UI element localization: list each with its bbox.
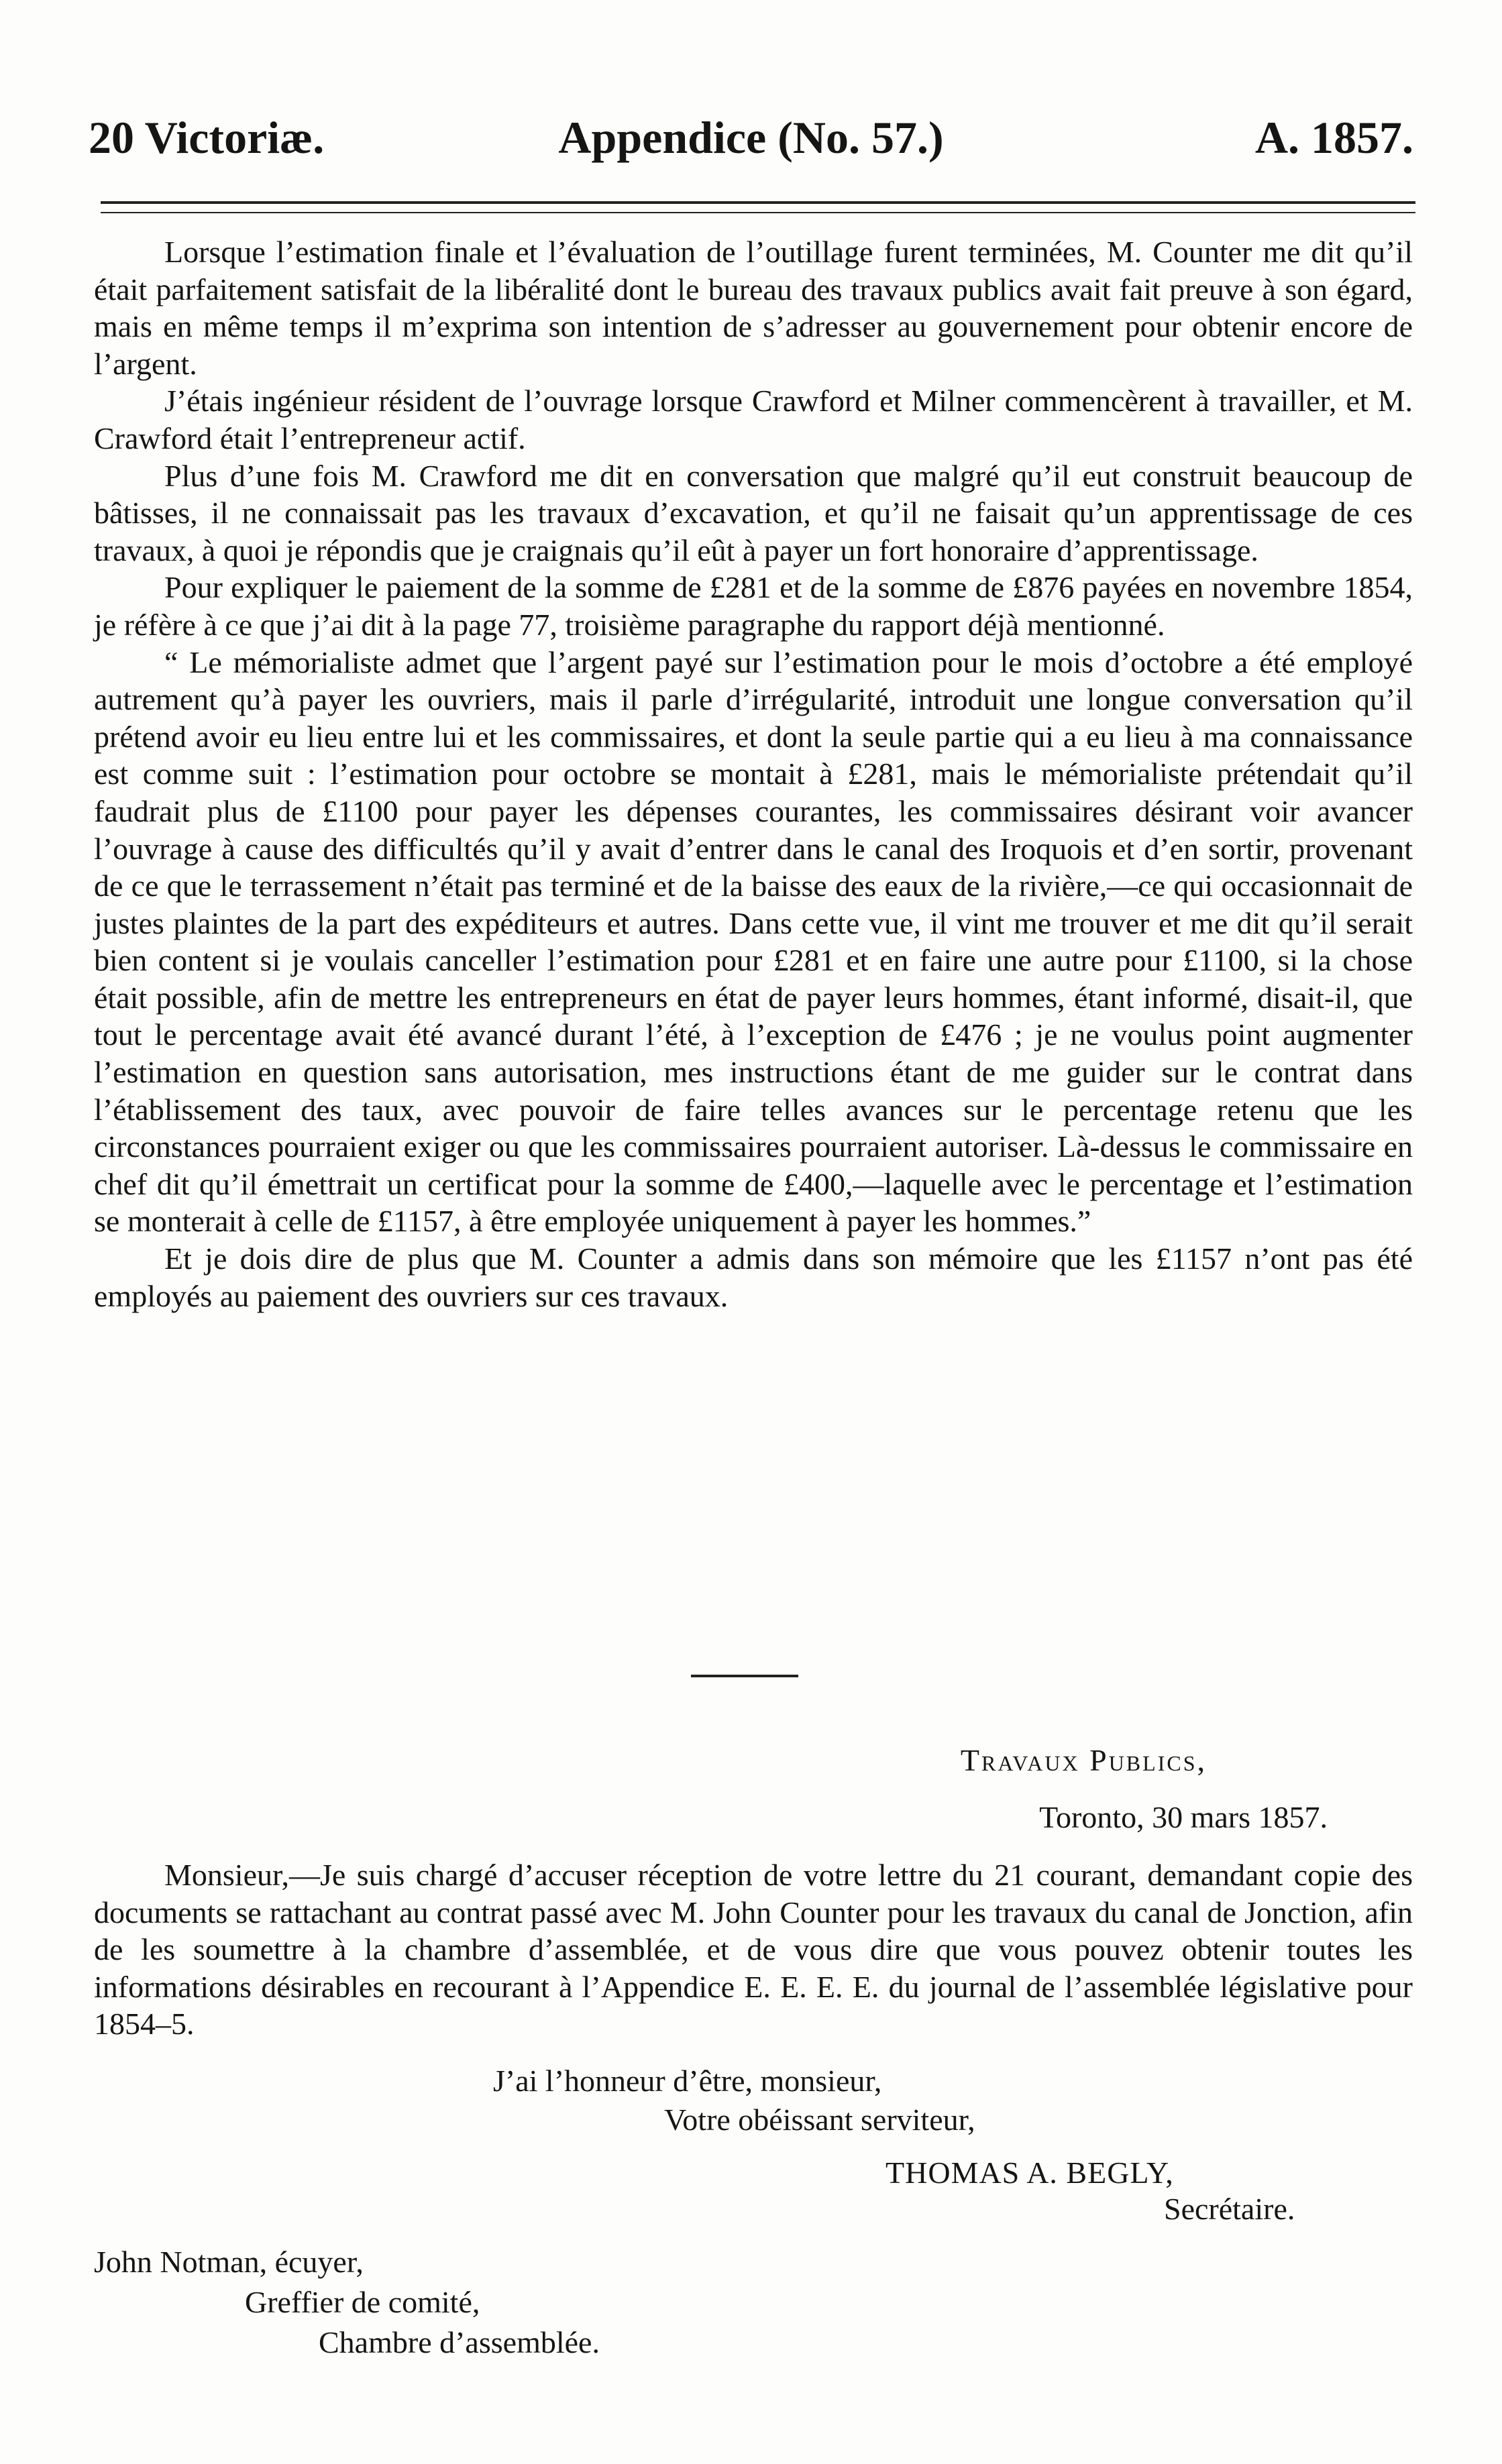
paragraph: Lorsque l’estimation finale et l’évaluation de l’outillage furent terminées, M. Counter me dit qu’il était parfaitement satisfait de la libéralité dont le bureau des travaux publics avait fait preuve à son égard, mais en même temps il m’exprima son intention de s’adresser au gouvernement pour obtenir encore de l’argent. [94,235,1413,381]
letter-closing-line-1: J’ai l’honneur d’être, monsieur, [493,2064,882,2098]
header-session: 20 Victoriæ. [89,112,325,163]
addressee-body: Chambre d’assemblée. [319,2325,600,2359]
header-double-rule [101,201,1415,213]
letter-paragraph: Monsieur,—Je suis chargé d’accuser réception de votre lettre du 21 courant, demandant copie des documents se rattachant au contrat passé avec M. John Counter pour les travaux du canal de Jonction, afin de les soumettre à la chambre d’assemblée, et de vous dire que vous pouvez obtenir toutes les informations désirables en recourant à l’Appendice E. E. E. E. du journal de l’assemblée législative pour 1854–5. [94,1858,1413,2041]
quoted-paragraph: “ Le mémorialiste admet que l’argent payé sur l’estimation pour le mois d’octobre a été employé autrement qu’à payer les ouvriers, mais il parle d’irrégularité, introduit une longue conversation qu’il prétend avoir eu lieu entre lui et les commissaires, et dont la seule partie qui a eu lieu à ma connaissance est comme suit : l’estimation pour octobre se montait à £281, mais le mémorialiste prétendait qu’il faudrait plus de £1100 pour payer les dépenses courantes, les commissaires désirant voir avancer l’ouvrage à cause des difficultés qu’il y avait d’entrer dans le canal des Iroquois et d’en sortir, provenant de ce que le terrassement n’était pas terminé et de la baisse des eaux de la rivière,—ce qui occasionnait de justes plaintes de la part des expéditeurs et autres. Dans cette vue, il vint me trouver et me dit qu’il serait bien content si je voulais canceller l’estimation pour £281 et en faire une autre pour £1100, si la chose était possible, afin de mettre les entrepreneurs en état de payer leurs hommes, étant informé, disait-il, que tout le percentage avait été avancé durant l’été, à l’exception de £476 ; je ne voulus point augmenter l’estimation en question sans autorisation, mes instructions étant de me guider sur le contrat dans l’établissement des taux, avec pouvoir de faire telles avances sur le percentage retenu que les circonstances pourraient exiger ou que les commissaires pourraient autoriser. Là-dessus le commissaire en chef dit qu’il émettrait un certificat pour la somme de £400,—laquelle avec le percentage et l’estimation se monterait à celle de £1157, à être employée uniquement à payer les hommes.” [94,645,1413,1239]
page-header [89,101,1413,174]
addressee-role: Greffier de comité, [245,2285,480,2319]
paragraph: Et je dois dire de plus que M. Counter a admis dans son mémoire que les £1157 n’ont pas été employés au paiement des ouvriers sur ces travaux. [94,1241,1413,1313]
section-divider [691,1675,798,1677]
sender-department: Travaux Publics, [960,1743,1207,1777]
header-year: A. 1857. [1254,112,1413,163]
letter-closing-line-2: Votre obéissant serviteur, [664,2103,975,2137]
letter-sender [961,1740,1207,1781]
paragraph: Pour expliquer le paiement de la somme de £281 et de la somme de £876 payées en novembre 1854, je réfère à ce que j’ai dit à la page 77, troisième paragraphe du rapport déjà mentionné. [94,570,1413,642]
letter-date: Toronto, 30 mars 1857. [1039,1800,1328,1834]
signature-title: Secrétaire. [1164,2192,1295,2226]
paragraph: Plus d’une fois M. Crawford me dit en conversation que malgré qu’il eut construit beaucoup de bâtisses, il ne connaissait pas les travaux d’excavation, et qu’il ne faisait qu’un apprentissage de ces travaux, à quoi je répondis que je craignais qu’il eût à payer un fort honoraire d’apprentissage. [94,458,1413,567]
letter-body [94,1856,1413,2043]
addressee-name: John Notman, écuyer, [94,2245,364,2279]
header-appendix: Appendice (No. 57.) [558,112,944,163]
report-body [94,233,1413,1314]
letter-signature: THOMAS A. BEGLY, [886,2155,1174,2190]
paragraph: J’étais ingénieur résident de l’ouvrage lorsque Crawford et Milner commencèrent à travailler, et M. Crawford était l’entrepreneur actif. [94,384,1413,455]
